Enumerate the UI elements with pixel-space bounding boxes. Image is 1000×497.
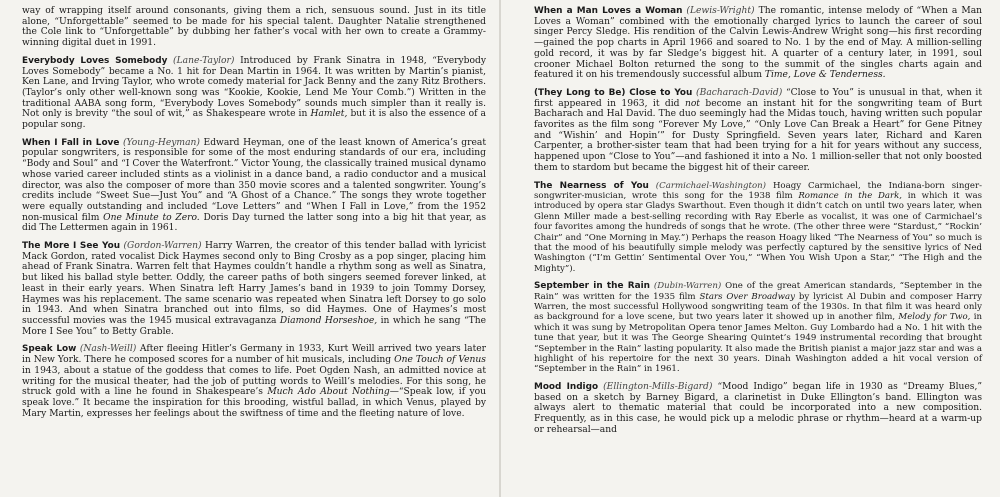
- songwriters: (Dubin-Warren): [653, 281, 722, 292]
- song-note-close-to-you: [534, 88, 982, 174]
- songwriters: (Lane-Taylor): [173, 55, 235, 66]
- song-note-speak-low: [22, 344, 486, 419]
- songwriters: (Bacharach-David): [696, 87, 783, 98]
- body-text: Doris Day turned the latter song into a big hit that year, as did The Lettermen again in 1961.: [22, 212, 487, 234]
- song-note-the-more-i-see-you: [22, 241, 486, 337]
- body-text: Harry Warren, the creator of this tender ballad with lyricist Mack Gordon, rated vocalist Dick Haymes second only to Bing Crosby as a pop singer, placing him ahead of Frank Sinatra. Warren felt that Haymes couldn’t handle a rhythm song as well as Sinatra, but liked his ballad style better. Oddly, the career paths of both singers seemed forever linked, at least in their early years. When Sinatra left Harry James’s band in 1939 to join Tommy Dorsey, Haymes was his replacement. The same scenario was repeated when Sinatra left Dorsey to go solo in 1943. And when Sinatra branched out into films, so did Haymes. One of Haymes’s most successful movies was the 1945 musical extravaganza: [22, 241, 487, 326]
- right-page: [500, 0, 1000, 497]
- body-text: One of the great American standards, “September in the Rain” was written for the 1935 film: [534, 281, 983, 302]
- body-text: —“Speak low, if you speak love.” It became the inspiration for this brooding, wistful ballad, in which Venus, played by Mary Martin, expresses her feelings about the swiftness of time and the fleeting nature of love.: [22, 387, 486, 419]
- italic-title: Hamlet,: [310, 109, 348, 120]
- song-title: Mood Indigo: [534, 381, 599, 392]
- body-text: After fleeing Hitler’s Germany in 1933, Kurt Weill arrived two years later in New York. There he composed scores for a number of hit musicals, including: [22, 344, 487, 366]
- song-title: September in the Rain: [534, 281, 650, 292]
- italic-title: One Minute to Zero.: [103, 212, 200, 223]
- songwriters: (Carmichael-Washington): [655, 180, 767, 191]
- body-text: “Close to You” is unusual in that, when it first appeared in 1963, it did: [534, 87, 983, 109]
- body-text: way of wrapping itself around consonants, giving them a rich, sensuous sound. Just in its title alone, “Unforgettable” seemed to be made for his special talent. Daughter Natalie strengthened the Cole link to “Unforgettable” by dubbing her father’s vocal with her own to create a Grammy-winning digital duet in 1991.: [22, 6, 486, 49]
- songwriters: (Nash-Weill): [79, 344, 137, 355]
- song-title: (They Long to Be) Close to You: [534, 87, 693, 98]
- song-title: The Nearness of You: [534, 180, 649, 191]
- song-title: Everybody Loves Somebody: [22, 55, 168, 66]
- songwriters: (Young-Heyman): [122, 137, 200, 148]
- song-title: When I Fall in Love: [22, 137, 120, 148]
- song-note-the-nearness-of-you: [534, 181, 982, 275]
- body-text: The romantic, intense melody of “When a Man Loves a Woman” combined with the emotionally charged lyrics to launch the career of soul singer Percy Sledge. His rendition of the Calvin Lewis-Andrew Wright song—his first recording—gained the pop charts in April 1966 and soared to No. 1 by the end of May. A million-selling gold record, it was by far Sledge’s biggest hit. A quarter of a century later, in 1991, soul crooner Michael Bolton returned the song to the summit of the singles charts again and featured it on his tremendously successful album: [534, 6, 983, 81]
- italic-title: not: [684, 98, 700, 109]
- body-text: but it is also the essence of a popular song.: [22, 109, 486, 131]
- italic-title: Time, Love & Tenderness.: [764, 70, 886, 81]
- italic-title: Stars Over Broadway: [699, 291, 795, 302]
- songwriters: (Ellington-Mills-Bigard): [603, 381, 713, 392]
- song-note-september-in-the-rain: [534, 281, 982, 375]
- italic-title: One Touch of Venus: [394, 355, 486, 366]
- song-title: When a Man Loves a Woman: [534, 6, 683, 16]
- body-text: in which it was introduced by opera star Gladys Swarthout. Even though it didn’t catch on until two years later, when Glenn Miller made a best-selling recording with Ray Eberle as vocalist, it was one of Carmichael’s four favorites among the hundreds of songs that he wrote. (The other three were “Stardust,” “Rockin’ Chair” and “One Morning in May.”) Perhaps the reason Hoagy liked “The Nearness of You” so much is that the mood of his beautifully simple melody was perfectly captured by the sensitive lyrics of Ned Washington (“I’m Gettin’ Sentimental Over You,” “When You Wish Upon a Star,” “The High and the Mighty”).: [534, 190, 982, 274]
- song-note-intro: [22, 6, 486, 49]
- songwriters: (Gordon-Warren): [123, 241, 202, 252]
- song-note-everybody-loves-somebody: [22, 56, 486, 131]
- song-note-mood-indigo: [534, 382, 982, 436]
- italic-title: Much Ado About Nothing: [267, 387, 390, 398]
- song-note-when-a-man-loves-a-woman: [534, 6, 982, 81]
- body-text: Edward Heyman, one of the least known of America’s great popular songwriters, is responsible for some of the most enduring standards of our era, including “Body and Soul” and “I Cover the Waterfront.” Victor Young, the classically trained musical dynamo whose varied career included stints as a violinist in a dance band, a radio conductor and a musical director, was also the composer of more than 350 movie scores and a talented songwriter. Young’s credits include “Sweet Sue—Just You” and “A Ghost of a Chance.” The songs they wrote together were equally outstanding and included “Love Letters” and “When I Fall in Love,” from the 1952 non-musical film: [22, 137, 486, 223]
- body-text: in which it was sung by Metropolitan Opera tenor James Melton. Guy Lombardo had a No. 1 hit with the tune that year, but it was The George Shearing Quintet’s 1949 instrumental recording that brought “September in the Rain” lasting popularity. It also made the British pianist a major jazz star and was a highlight of his repertoire for the next 30 years. Dinah Washington added a hit vocal version of “September in the Rain” in 1961.: [534, 312, 983, 375]
- body-text: in 1943, about a statue of the goddess that comes to life. Poet Ogden Nash, an admitted novice at writing for the musical theater, had the job of putting words to Weill’s melodies. For this song, he struck gold with a line he found in Shakespeare’s: [22, 365, 486, 398]
- body-text: Hoagy Carmichael, the Indiana-born singer-songwriter-musician, wrote this song for the 1938 film: [534, 180, 982, 201]
- body-text: in which he sang “The More I See You” to Betty Grable.: [22, 315, 486, 337]
- song-title: The More I See You: [22, 241, 121, 252]
- song-note-when-i-fall-in-love: [22, 138, 486, 234]
- songwriters: (Lewis-Wright): [686, 6, 755, 16]
- body-text: “Mood Indigo” began life in 1930 as “Dreamy Blues,” based on a sketch by Barney Bigard, a clarinetist in Duke Ellington’s band. Ellington was always alert to thematic material that could be incorporated into a new composition. Frequently, as in this case, he would pick up a melodic phrase or rhythm—heard at a warm-up or rehearsal—and: [534, 381, 983, 435]
- body-text: by lyricist Al Dubin and composer Harry Warren, the most successful Hollywood songwriting team of the 1930s. In that film it was heard only as background for a love scene, but two years later it showed up in another film,: [534, 291, 982, 323]
- song-title: Speak Low: [22, 344, 77, 355]
- body-text: Introduced by Frank Sinatra in 1948, “Everybody Loves Somebody” became a No. 1 hit for Dean Martin in 1964. It was written by Martin’s pianist, Ken Lane, and Irving Taylor, who wrote comedy material for Jack Benny and the zany Ritz Brothers. (Taylor’s only other well-known song was “Kookie, Kookie, Lend Me Your Comb.”) Written in the traditional AABA song form, “Everybody Loves Somebody” sounds much simpler than it really is. Not only is brevity “the soul of wit,” as Shakespeare wrote in: [22, 55, 486, 120]
- italic-title: Romance in the Dark,: [798, 190, 903, 201]
- italic-title: Diamond Horseshoe,: [279, 315, 378, 326]
- italic-title: Melody for Two,: [898, 312, 971, 323]
- page-fold: [499, 0, 501, 497]
- body-text: become an instant hit for the songwriting team of Burt Bacharach and Hal David. The duo seemingly had the Midas touch, having written such popular favorites as the film song “Forever My Love,” “Only Love Can Break a Heart” for Gene Pitney and “Wishin’ and Hopin’” for Dusty Springfield. Seven years later, Richard and Karen Carpenter, a brother-sister team that had been trying for a hit for years without any success, happened upon “Close to You”—and fashioned it into a No. 1 million-seller that not only boosted them to stardom but became the biggest hit of their career.: [534, 98, 983, 173]
